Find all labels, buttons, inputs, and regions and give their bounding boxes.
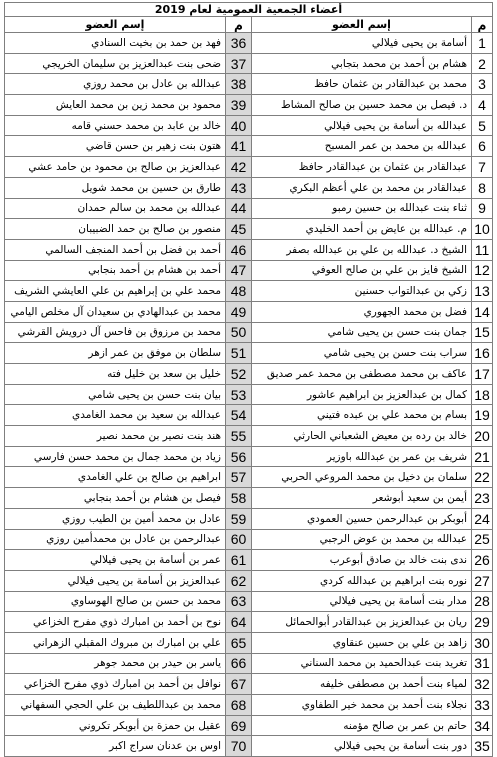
right-member-name: جمان بنت حسن بن يحيى شامي bbox=[252, 322, 472, 343]
right-member-name: عبدالقادر بن عثمان بن عبدالقادر حافظ bbox=[252, 157, 472, 178]
left-member-number: 43 bbox=[226, 177, 252, 198]
right-member-name: ندى بنت خالد بن صادق أبوعرب bbox=[252, 550, 472, 571]
left-member-number: 61 bbox=[226, 550, 252, 571]
left-member-name: عبدالعزيز بن أسامة بن يحيى فيلالي bbox=[5, 570, 226, 591]
right-member-number: 35 bbox=[472, 736, 493, 757]
left-member-number: 65 bbox=[226, 632, 252, 653]
table-row bbox=[5, 322, 493, 343]
table-row bbox=[5, 157, 493, 178]
left-member-name: ابراهيم بن صالح بن علي الغامدي bbox=[5, 467, 226, 488]
right-member-name: د. فيصل بن محمد حسين بن صالح المشاط bbox=[252, 95, 472, 116]
right-member-name: ريان بن عبدالعزيز بن عبدالقادر أبوالحمائل bbox=[252, 612, 472, 633]
left-member-number: 52 bbox=[226, 364, 252, 385]
left-member-number: 51 bbox=[226, 343, 252, 364]
right-member-name: عبدالله بن محمد بن عوض الرجبي bbox=[252, 529, 472, 550]
table-row bbox=[5, 550, 493, 571]
table-row bbox=[5, 136, 493, 157]
table-row bbox=[5, 239, 493, 260]
right-member-name: فضل بن محمد الجهوري bbox=[252, 301, 472, 322]
table-row bbox=[5, 632, 493, 653]
left-member-number: 46 bbox=[226, 239, 252, 260]
left-name-header: إسم العضو bbox=[5, 17, 226, 33]
table-row bbox=[5, 53, 493, 74]
right-member-number: 23 bbox=[472, 488, 493, 509]
left-member-name: علي بن امبارك بن مبروك المقبلي الزهراني bbox=[5, 632, 226, 653]
left-member-number: 53 bbox=[226, 384, 252, 405]
left-member-number: 63 bbox=[226, 591, 252, 612]
right-member-name: زاهد بن علي بن حسين عنقاوي bbox=[252, 632, 472, 653]
left-member-name: فهد بن حمد بن بخيت السنادي bbox=[5, 33, 226, 54]
left-member-name: زياد بن محمد جمال بن محمد حسن فارسي bbox=[5, 446, 226, 467]
right-member-name: حاتم بن عمر بن صالح مؤمنه bbox=[252, 715, 472, 736]
right-member-name: زكي بن عبدالتواب حسنين bbox=[252, 281, 472, 302]
right-member-name: عبدالله بن أسامة بن يحيى فيلالي bbox=[252, 115, 472, 136]
table-row bbox=[5, 591, 493, 612]
right-member-number: 16 bbox=[472, 343, 493, 364]
right-member-name: خالد بن رده بن معيض الشعباني الحارثي bbox=[252, 426, 472, 447]
header-row bbox=[5, 17, 493, 33]
left-member-name: أحمد بن فضل بن أحمد المنجف السالمي bbox=[5, 239, 226, 260]
left-member-name: عبدالله بن عادل بن محمد روزي bbox=[5, 74, 226, 95]
left-member-number: 48 bbox=[226, 281, 252, 302]
right-member-name: نوره بنت ابراهيم بن عبدالله كردي bbox=[252, 570, 472, 591]
right-member-name: الشيخ فايز بن علي بن صالح العوفي bbox=[252, 260, 472, 281]
table-row bbox=[5, 343, 493, 364]
right-member-name: عبدالقادر بن محمد بن علي أعظم البكري bbox=[252, 177, 472, 198]
right-member-name: دور بنت أسامة بن يحيى فيلالي bbox=[252, 736, 472, 757]
left-member-number: 67 bbox=[226, 674, 252, 695]
right-member-name: الشيخ د. عبدالله بن علي بن عبدالله بصفر bbox=[252, 239, 472, 260]
left-member-name: خليل بن سعد بن خليل فته bbox=[5, 364, 226, 385]
table-row bbox=[5, 736, 493, 757]
left-member-name: عمر بن أسامة بن يحيى فيلالي bbox=[5, 550, 226, 571]
left-member-name: عبدالعزيز بن صالح بن محمود بن حامد عشي bbox=[5, 157, 226, 178]
table-row bbox=[5, 260, 493, 281]
left-member-name: طارق بن حسين بن محمد شويل bbox=[5, 177, 226, 198]
right-member-name: عبدالله بن محمد بن عمر المسبح bbox=[252, 136, 472, 157]
right-member-number: 31 bbox=[472, 653, 493, 674]
table-row bbox=[5, 426, 493, 447]
right-member-number: 13 bbox=[472, 281, 493, 302]
right-member-name: أسامة بن يحيى فيلالي bbox=[252, 33, 472, 54]
right-member-number: 10 bbox=[472, 219, 493, 240]
right-member-number: 19 bbox=[472, 405, 493, 426]
left-member-number: 56 bbox=[226, 446, 252, 467]
right-member-number: 3 bbox=[472, 74, 493, 95]
left-member-name: عادل بن محمد أمين بن الطيب روزي bbox=[5, 508, 226, 529]
right-member-number: 2 bbox=[472, 53, 493, 74]
sheet-title: أعضاء الجمعية العمومية لعام 2019 bbox=[5, 3, 493, 17]
table-row bbox=[5, 177, 493, 198]
left-member-number: 66 bbox=[226, 653, 252, 674]
left-member-name: محمد بن مرزوق بن فاحس آل درويش القرشي bbox=[5, 322, 226, 343]
right-member-number: 28 bbox=[472, 591, 493, 612]
left-member-name: بيان بنت حسن بن يحيى شامي bbox=[5, 384, 226, 405]
left-member-name: عقيل بن حمزة بن أبوبكر تكروني bbox=[5, 715, 226, 736]
table-row bbox=[5, 508, 493, 529]
left-member-number: 69 bbox=[226, 715, 252, 736]
right-member-number: 17 bbox=[472, 364, 493, 385]
right-member-number: 22 bbox=[472, 467, 493, 488]
left-member-name: عبدالله بن محمد بن سالم حمدان bbox=[5, 198, 226, 219]
table-row bbox=[5, 364, 493, 385]
right-member-name: عاكف بن محمد مصطفى بن محمد عمر صديق bbox=[252, 364, 472, 385]
table-row bbox=[5, 653, 493, 674]
table-row bbox=[5, 301, 493, 322]
right-member-name: محمد بن عبدالقادر بن عثمان حافظ bbox=[252, 74, 472, 95]
left-member-number: 70 bbox=[226, 736, 252, 757]
left-member-name: ضحى بنت عبدالعزيز بن سليمان الخريجي bbox=[5, 53, 226, 74]
left-member-number: 49 bbox=[226, 301, 252, 322]
right-member-name: ثناء بنت عبدالله بن حسين رمبو bbox=[252, 198, 472, 219]
right-member-name: شريف بن عمر بن عبدالله باوزير bbox=[252, 446, 472, 467]
right-member-number: 26 bbox=[472, 550, 493, 571]
right-member-number: 1 bbox=[472, 33, 493, 54]
left-member-number: 38 bbox=[226, 74, 252, 95]
right-member-name: أبوبكر بن عبدالرحمن حسين العمودي bbox=[252, 508, 472, 529]
left-member-number: 54 bbox=[226, 405, 252, 426]
right-member-number: 8 bbox=[472, 177, 493, 198]
left-member-number: 41 bbox=[226, 136, 252, 157]
left-member-name: فيصل بن هشام بن أحمد بنجابي bbox=[5, 488, 226, 509]
table-row bbox=[5, 115, 493, 136]
table-row bbox=[5, 570, 493, 591]
left-member-number: 64 bbox=[226, 612, 252, 633]
right-member-number: 21 bbox=[472, 446, 493, 467]
left-member-name: أحمد بن هشام بن أحمد بنجابي bbox=[5, 260, 226, 281]
left-member-name: ياسر بن حيدر بن محمد جوهر bbox=[5, 653, 226, 674]
left-member-name: نوح بن أحمد بن امبارك ذوي مفرح الخزاعي bbox=[5, 612, 226, 633]
left-member-number: 62 bbox=[226, 570, 252, 591]
table-row bbox=[5, 219, 493, 240]
right-member-number: 24 bbox=[472, 508, 493, 529]
left-member-name: هتون بنت زهير بن حسن قاضي bbox=[5, 136, 226, 157]
right-member-name: لمياء بنت أحمد بن مصطفى خليفه bbox=[252, 674, 472, 695]
right-member-number: 25 bbox=[472, 529, 493, 550]
table-row bbox=[5, 281, 493, 302]
right-member-number: 20 bbox=[472, 426, 493, 447]
right-member-name: تغريد بنت عبدالحميد بن محمد السناني bbox=[252, 653, 472, 674]
right-member-name: هشام بن أحمد بن محمد بتجابي bbox=[252, 53, 472, 74]
left-member-number: 58 bbox=[226, 488, 252, 509]
left-member-number: 60 bbox=[226, 529, 252, 550]
left-member-name: عبدالرحمن بن عادل بن محمدأمين روزي bbox=[5, 529, 226, 550]
table-row bbox=[5, 488, 493, 509]
right-member-number: 6 bbox=[472, 136, 493, 157]
left-member-number: 45 bbox=[226, 219, 252, 240]
left-member-number: 36 bbox=[226, 33, 252, 54]
right-member-number: 33 bbox=[472, 695, 493, 716]
left-member-name: محمد بن حسن بن صالح الهوساوي bbox=[5, 591, 226, 612]
right-member-name: م. عبدالله بن عايض بن أحمد الخليدي bbox=[252, 219, 472, 240]
right-member-number: 18 bbox=[472, 384, 493, 405]
right-num-header: م bbox=[472, 17, 493, 33]
table-row bbox=[5, 715, 493, 736]
right-member-number: 7 bbox=[472, 157, 493, 178]
left-member-number: 50 bbox=[226, 322, 252, 343]
right-member-number: 11 bbox=[472, 239, 493, 260]
table-row bbox=[5, 74, 493, 95]
left-member-number: 68 bbox=[226, 695, 252, 716]
right-member-name: سلمان بن دخيل بن محمد المروعي الحربي bbox=[252, 467, 472, 488]
left-member-name: هند بنت نصير بن محمد نصير bbox=[5, 426, 226, 447]
table-row bbox=[5, 674, 493, 695]
left-member-name: محمود بن محمد زين بن محمد العايش bbox=[5, 95, 226, 116]
right-member-number: 27 bbox=[472, 570, 493, 591]
table-row bbox=[5, 612, 493, 633]
right-member-number: 32 bbox=[472, 674, 493, 695]
title-row bbox=[5, 3, 493, 17]
left-member-number: 47 bbox=[226, 260, 252, 281]
left-member-number: 57 bbox=[226, 467, 252, 488]
left-member-name: محمد علي بن إبراهيم بن علي العايشي الشريف bbox=[5, 281, 226, 302]
table-row bbox=[5, 405, 493, 426]
left-member-name: عبدالله بن سعيد بن محمد الغامدي bbox=[5, 405, 226, 426]
table-row bbox=[5, 384, 493, 405]
left-member-name: محمد بن عبدالهادي بن سعيدان آل مخلص اليامي bbox=[5, 301, 226, 322]
left-member-number: 39 bbox=[226, 95, 252, 116]
left-member-name: نوافل بن أحمد بن امبارك ذوي مفرح الخزاعي bbox=[5, 674, 226, 695]
right-member-number: 15 bbox=[472, 322, 493, 343]
right-member-number: 34 bbox=[472, 715, 493, 736]
right-member-number: 14 bbox=[472, 301, 493, 322]
right-member-name: أيمن بن سعيد أبوشعر bbox=[252, 488, 472, 509]
right-member-number: 9 bbox=[472, 198, 493, 219]
right-member-number: 30 bbox=[472, 632, 493, 653]
right-member-name: مدار بنت أسامة بن يحيى فيلالي bbox=[252, 591, 472, 612]
table-row bbox=[5, 695, 493, 716]
left-num-header: م bbox=[226, 17, 252, 33]
left-member-name: اوس بن عدنان سراج اكبر bbox=[5, 736, 226, 757]
table-row bbox=[5, 95, 493, 116]
table-row bbox=[5, 529, 493, 550]
left-member-name: خالد بن عابد بن محمد حسني قامه bbox=[5, 115, 226, 136]
left-member-number: 55 bbox=[226, 426, 252, 447]
left-member-number: 42 bbox=[226, 157, 252, 178]
table-row bbox=[5, 467, 493, 488]
left-member-name: سلطان بن موفق بن عمر ازهر bbox=[5, 343, 226, 364]
members-table bbox=[4, 2, 493, 757]
right-member-number: 12 bbox=[472, 260, 493, 281]
table-row bbox=[5, 446, 493, 467]
right-member-name: كمال بن عبدالعزيز بن ابراهيم عاشور bbox=[252, 384, 472, 405]
left-member-number: 40 bbox=[226, 115, 252, 136]
left-member-number: 44 bbox=[226, 198, 252, 219]
left-member-name: محمد بن عبداللطيف بن علي الحجي السفهاني bbox=[5, 695, 226, 716]
table-row bbox=[5, 33, 493, 54]
left-member-number: 37 bbox=[226, 53, 252, 74]
right-member-name: بسام بن محمد علي بن عبده فتيني bbox=[252, 405, 472, 426]
right-member-number: 29 bbox=[472, 612, 493, 633]
left-member-number: 59 bbox=[226, 508, 252, 529]
right-member-name: نجلاء بنت أحمد بن محمد خير الطفاوي bbox=[252, 695, 472, 716]
right-member-number: 5 bbox=[472, 115, 493, 136]
left-member-name: منصور بن صالح بن حمد الضبيبان bbox=[5, 219, 226, 240]
right-member-name: سراب بنت حسن بن يحيى شامي bbox=[252, 343, 472, 364]
table-row bbox=[5, 198, 493, 219]
right-member-number: 4 bbox=[472, 95, 493, 116]
right-name-header: إسم العضو bbox=[252, 17, 472, 33]
